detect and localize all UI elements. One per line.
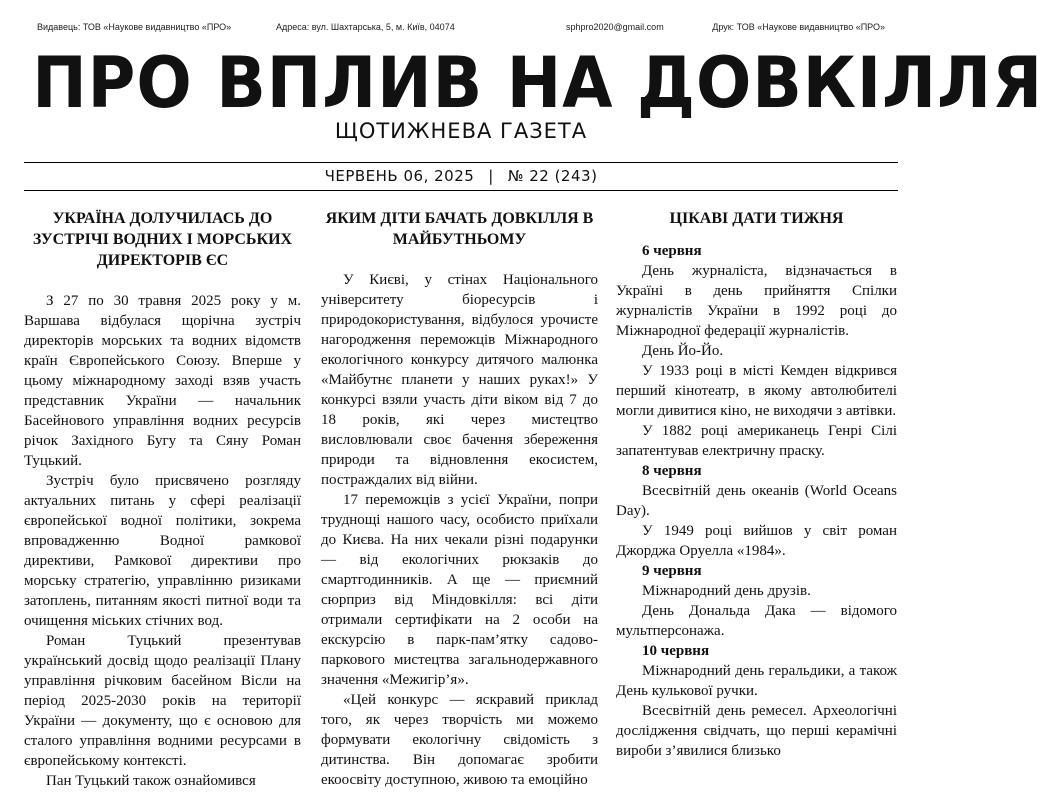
address-text: Адреса: вул. Шахтарська, 5, м. Київ, 04074 <box>276 22 455 32</box>
date-entry: День Дональда Дака — відомого мультперсонажа. <box>616 603 897 639</box>
date-heading: 8 червня <box>642 463 702 479</box>
article-title: УКРАЇНА ДОЛУЧИЛАСЬ ДО ЗУСТРІЧІ ВОДНИХ І МОРСЬКИХ ДИРЕКТОРІВ ЄС <box>32 210 293 269</box>
imprint-line <box>37 22 885 36</box>
issue-date: ЧЕРВЕНЬ 06, 2025 <box>324 167 475 185</box>
date-heading: 6 червня <box>642 243 702 259</box>
newspaper-subtitle: ЩОТИЖНЕВА ГАЗЕТА <box>334 119 588 143</box>
article-title: ЯКИМ ДІТИ БАЧАТЬ ДОВКІЛЛЯ В МАЙБУТНЬОМУ <box>325 210 594 248</box>
bottom-divider <box>24 190 898 191</box>
date-entry: Всесвітній день ремесел. Археологічні дослідження свідчать, що перші керамічні вироби з’явилися близько <box>616 703 897 759</box>
date-entry: У 1882 році американець Генрі Сілі запатентував електричну праску. <box>616 423 897 459</box>
date-heading: 10 червня <box>642 643 710 659</box>
date-entry: День журналіста, відзначається в Україні в день прийняття Спілки журналістів України в 1992 році до Міжнародної федерації журналістів. <box>616 263 897 339</box>
publisher-text: Видавець: ТОВ «Наукове видавництво «ПРО» <box>37 22 232 32</box>
article-paragraph: Пан Туцький також ознайомився <box>46 773 256 789</box>
date-entry: Міжнародний день геральдики, а також День кулькової ручки. <box>616 663 897 699</box>
article-paragraph: Зустріч було присвячено розгляду актуальних питань у сфері реалізації європейської водної політики, зокрема впровадженню Водної рамкової директиви, Рамкової директиви про морську стратегію, управлінню ризиками затоплень, питанням якості питної води та очищення міських стічних вод. <box>24 473 301 629</box>
date-entry: Всесвітній день океанів (World Oceans Day). <box>616 483 897 519</box>
date-heading: 9 червня <box>642 563 702 579</box>
issue-number: № 22 (243) <box>507 167 598 185</box>
article-paragraph: З 27 по 30 травня 2025 року у м. Варшава відбулася щорічна зустріч директорів морських та водних відомств країн Європейського Союзу. Вперше у цьому міжнародному заході взяв участь представник України — начальник Басейнового управління водних ресурсів річок Західного Бугу та Сяну Роман Туцький. <box>24 293 301 469</box>
article-paragraph: «Цей конкурс — яскравий приклад того, як через творчість ми можемо формувати екологічну свідомість з дитинства. Він допомагає зробити екоосвіту доступною, живою та емоційно <box>321 692 598 788</box>
newspaper-title: ПРО ВПЛИВ НА ДОВКІЛЛЯ <box>32 42 1043 124</box>
date-entry: День Йо-Йо. <box>642 343 724 359</box>
date-entry: У 1949 році вийшов у світ роман Джорджа Оруелла «1984». <box>616 523 897 559</box>
email-link[interactable]: sphpro2020@gmail.com <box>566 22 664 32</box>
top-divider <box>24 162 898 163</box>
article-children-environment <box>321 208 598 790</box>
dateline-separator: | <box>488 167 494 185</box>
printer-text: Друк: ТОВ «Наукове видавництво «ПРО» <box>712 22 885 32</box>
article-paragraph: Роман Туцький презентував український досвід щодо реалізації Плану управління річковим басейном Вісли на період 2025-2030 років на території України — документу, що є основою для сталого управління водними ресурсами в європейському контексті. <box>24 633 301 769</box>
article-title: ЦІКАВІ ДАТИ ТИЖНЯ <box>669 210 844 227</box>
date-entry: У 1933 році в місті Кемден відкрився перший кінотеатр, в якому автолюбителі могли дивитися кіно, не виходячи з автівки. <box>616 363 897 419</box>
article-paragraph: 17 переможців з усієї України, попри труднощі нашого часу, особисто приїхали до Києва. На них чекали різні подарунки — від екологічних рюкзаків до смартгодинників. А ще — приємний сюрприз від Міндовкілля: всі діти отримали сертифікати на 2 особи на екскурсію в парк-пам’ятку садово-паркового мистецтва загальнодержавного значення «Межигір’я». <box>321 492 598 688</box>
dateline <box>0 167 922 185</box>
article-paragraph: У Києві, у стінах Національного університету біоресурсів і природокористування, відбулося урочисте нагородження переможців Міжнародного екологічного конкурсу дитячого малюнка «Майбутнє планети у наших руках!» У конкурсі взяли участь діти віком від 7 до 18 років, які через мистецтво висловлювали своє бачення збереження природи та відновлення екосистем, постраждалих від війни. <box>321 272 598 488</box>
article-ukraine-water-directors <box>24 208 301 791</box>
date-entry: Міжнародний день друзів. <box>642 583 811 599</box>
article-dates-of-week <box>616 208 897 761</box>
